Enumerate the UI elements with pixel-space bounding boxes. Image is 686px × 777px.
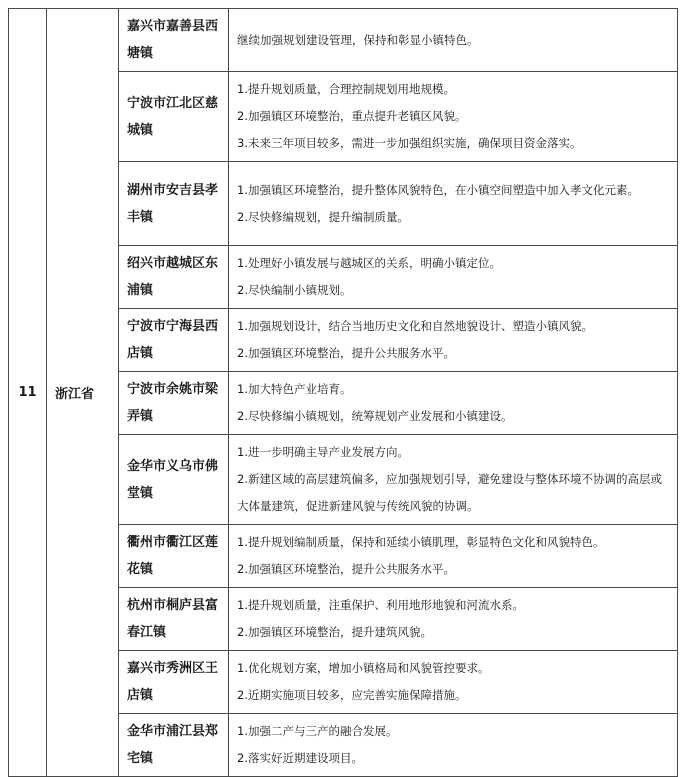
town-name-cell: 金华市义乌市佛堂镇	[119, 435, 229, 525]
row-number-cell: 11	[9, 9, 47, 777]
table-row	[9, 9, 678, 72]
requirement-item: 1.加强镇区环境整治，提升整体风貌特色，在小镇空间塑造中加入孝文化元素。	[237, 182, 639, 197]
requirement-item: 2.加强镇区环境整治，提升公共服务水平。	[237, 346, 455, 360]
requirement-item: 1.加大特色产业培育。	[237, 382, 352, 396]
requirement-item: 1.提升规划编制质量，保持和延续小镇肌理，彰显特色文化和风貌特色。	[237, 535, 605, 549]
requirement-item: 2.新建区域的高层建筑偏多，应加强规划引导，避免建设与整体环境不协调的高层或大体量建筑，促进新建风貌与传统风貌的协调。	[237, 472, 662, 513]
requirements-cell	[229, 72, 678, 162]
requirements-cell	[229, 714, 678, 777]
province-cell: 浙江省	[47, 9, 119, 777]
town-name-cell: 绍兴市越城区东浦镇	[119, 246, 229, 309]
requirements-cell	[229, 435, 678, 525]
requirement-item: 1.提升规划质量，注重保护、利用地形地貌和河流水系。	[237, 598, 524, 612]
requirement-item: 1.处理好小镇发展与越城区的关系，明确小镇定位。	[237, 256, 501, 270]
requirement-item: 继续加强规划建设管理，保持和彰显小镇特色。	[237, 32, 479, 47]
requirements-cell	[229, 651, 678, 714]
town-name-cell: 杭州市桐庐县富春江镇	[119, 588, 229, 651]
requirements-cell	[229, 162, 678, 246]
requirement-item: 2.尽快编制小镇规划。	[237, 283, 352, 297]
requirements-cell	[229, 246, 678, 309]
town-evaluation-table	[8, 8, 678, 777]
requirement-item: 2.落实好近期建设项目。	[237, 751, 363, 765]
requirement-item: 1.加强二产与三产的融合发展。	[237, 724, 398, 738]
town-name-cell: 宁波市余姚市梁弄镇	[119, 372, 229, 435]
town-name-cell: 嘉兴市嘉善县西塘镇	[119, 9, 229, 72]
requirement-item: 1.提升规划质量，合理控制规划用地规模。	[237, 82, 455, 96]
requirements-cell	[229, 372, 678, 435]
requirements-cell	[229, 309, 678, 372]
town-name-cell: 宁波市江北区慈城镇	[119, 72, 229, 162]
requirement-item: 2.尽快修编规划，提升编制质量。	[237, 209, 409, 224]
requirement-item: 1.加强规划设计，结合当地历史文化和自然地貌设计、塑造小镇风貌。	[237, 319, 593, 333]
town-name-cell: 宁波市宁海县西店镇	[119, 309, 229, 372]
town-name-cell: 金华市浦江县郑宅镇	[119, 714, 229, 777]
requirement-item: 2.加强镇区环境整治，提升公共服务水平。	[237, 562, 455, 576]
requirement-item: 1.优化规划方案，增加小镇格局和风貌管控要求。	[237, 661, 490, 675]
requirements-cell	[229, 525, 678, 588]
requirements-cell	[229, 588, 678, 651]
town-name-cell: 衢州市衢江区莲花镇	[119, 525, 229, 588]
requirement-item: 1.进一步明确主导产业发展方向。	[237, 445, 409, 459]
requirement-item: 2.尽快修编小镇规划，统筹规划产业发展和小镇建设。	[237, 409, 513, 423]
requirement-item: 3.未来三年项目较多，需进一步加强组织实施，确保项目资金落实。	[237, 136, 582, 150]
town-name-cell: 湖州市安吉县孝丰镇	[119, 162, 229, 246]
requirement-item: 2.近期实施项目较多，应完善实施保障措施。	[237, 688, 467, 702]
requirement-item: 2.加强镇区环境整治，重点提升老镇区风貌。	[237, 109, 467, 123]
requirement-item: 2.加强镇区环境整治，提升建筑风貌。	[237, 625, 432, 639]
town-name-cell: 嘉兴市秀洲区王店镇	[119, 651, 229, 714]
requirements-cell	[229, 9, 678, 72]
